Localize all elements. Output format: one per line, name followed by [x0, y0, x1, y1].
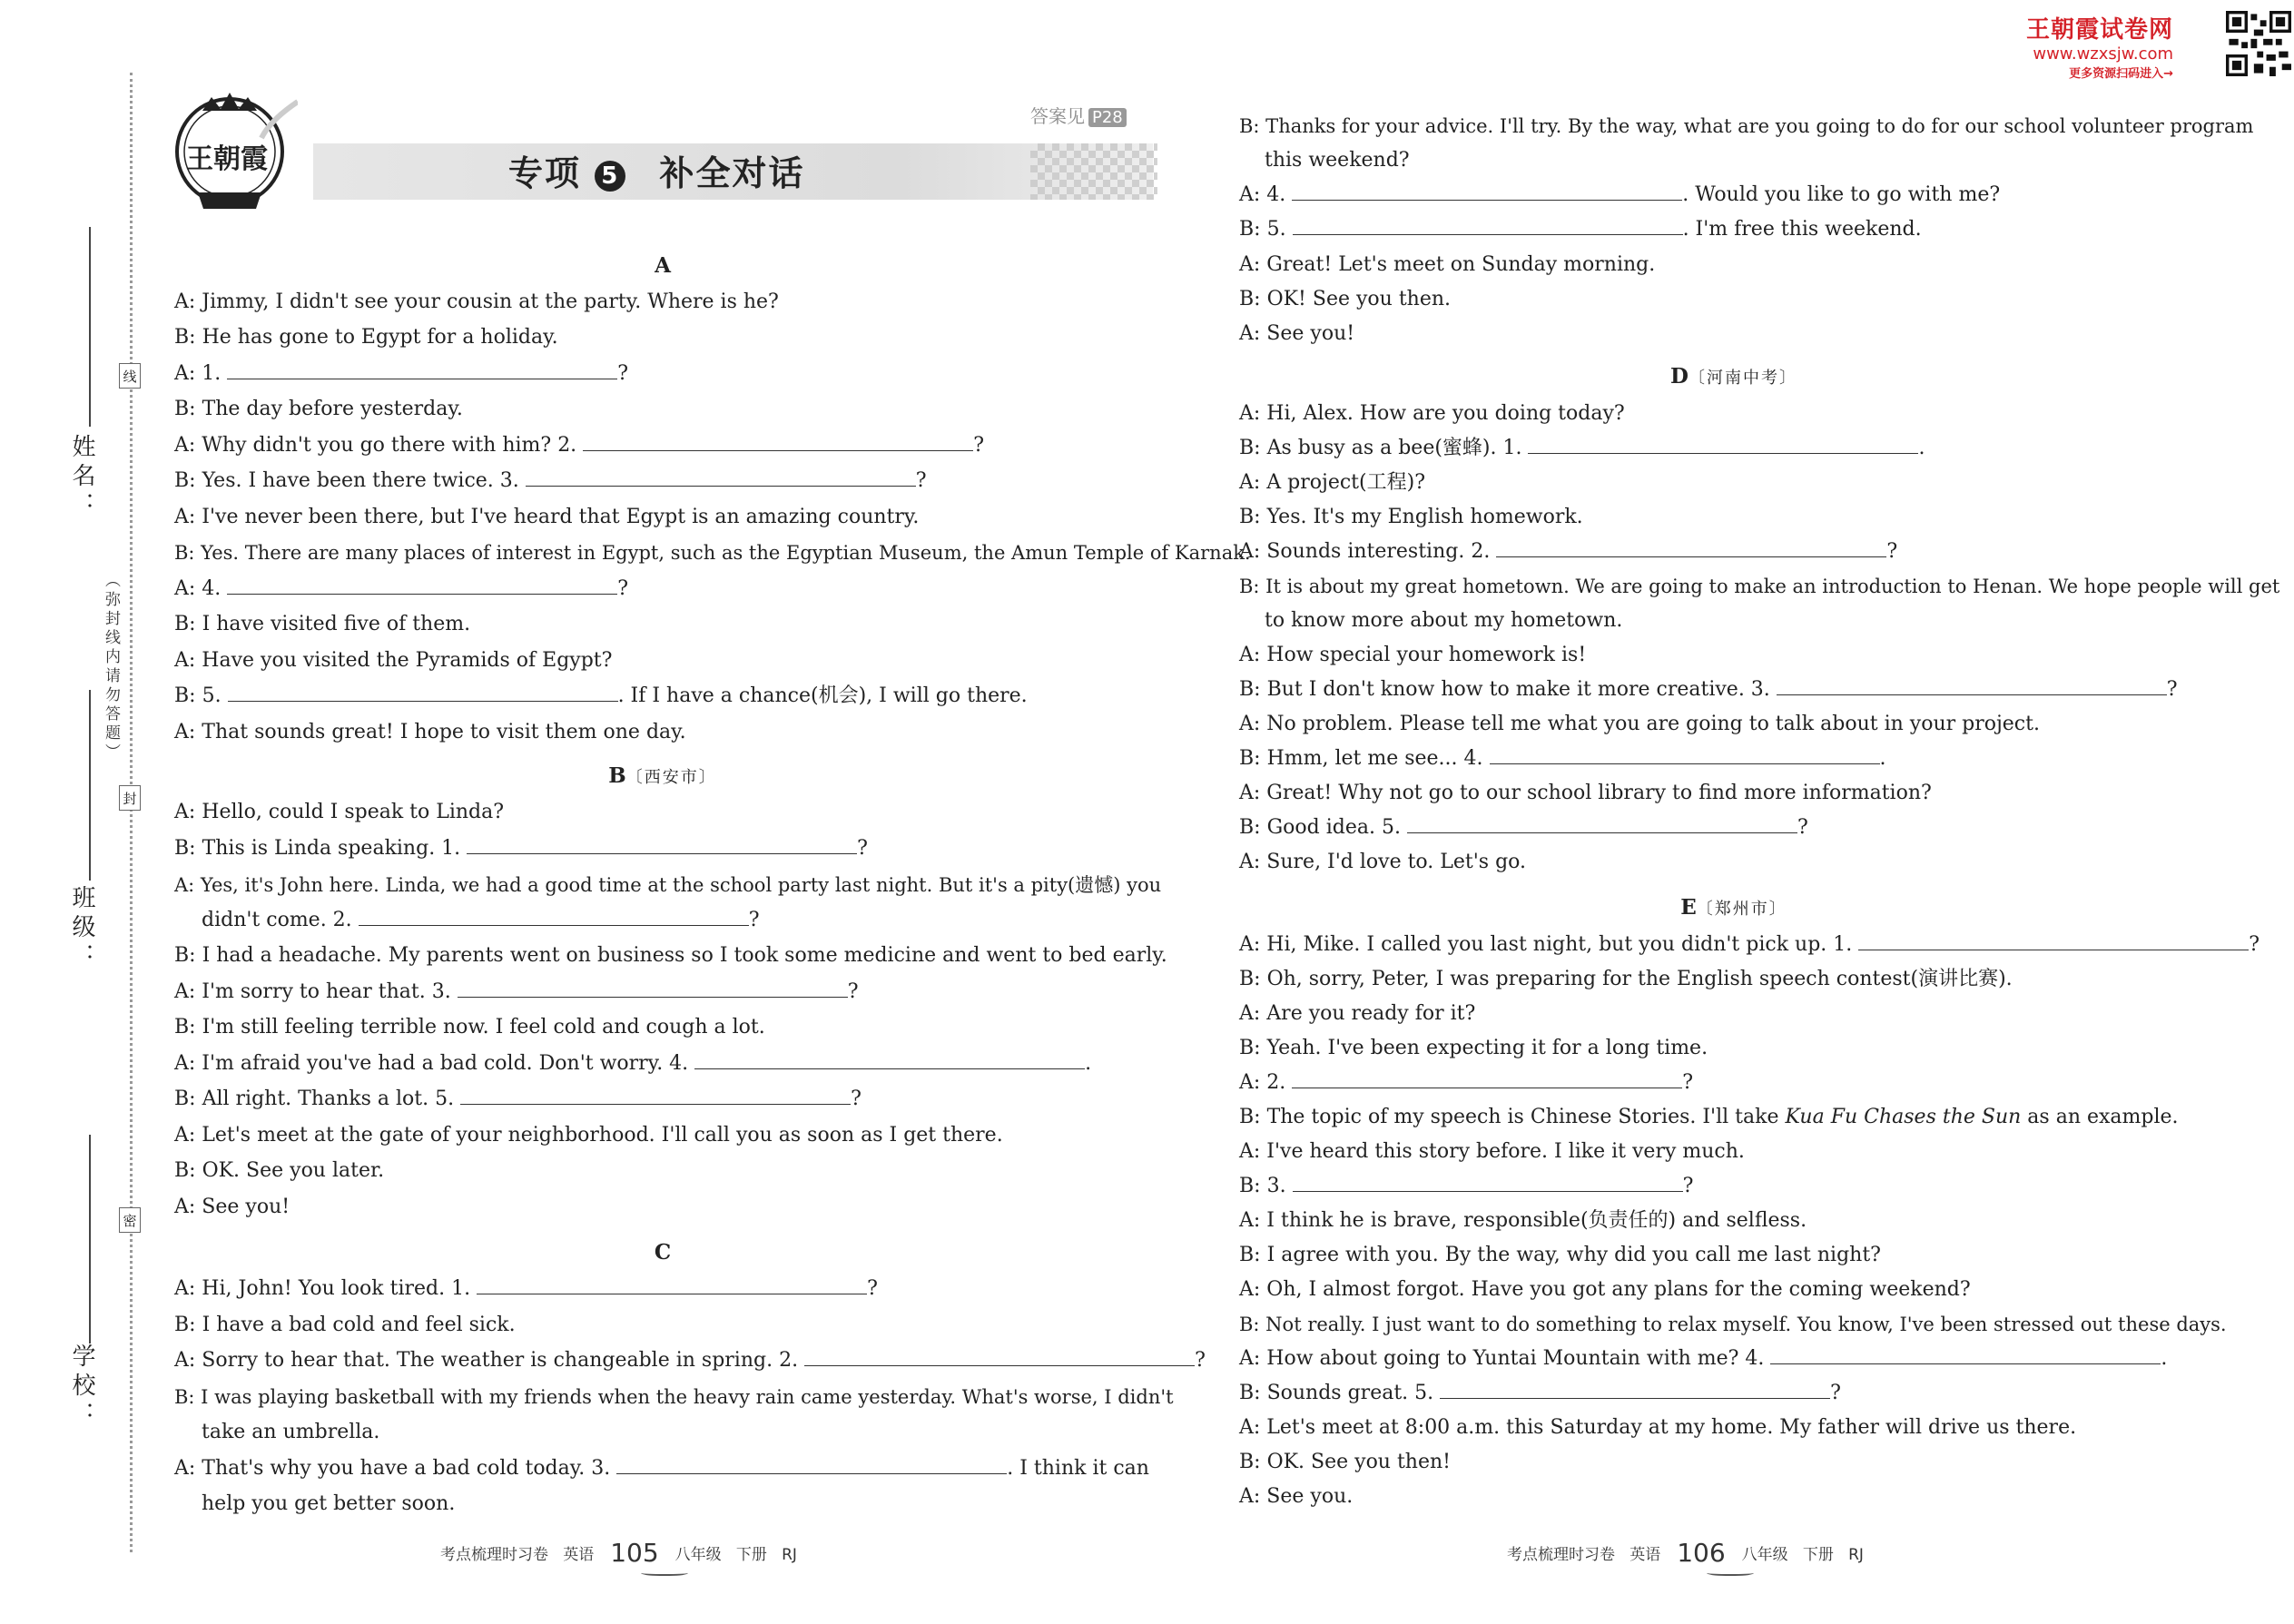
dialogue-line: A: 4. . Would you like to go with me? — [1239, 183, 2001, 206]
dialogue-line: A: I'm sorry to hear that. 3. ? — [174, 980, 859, 1003]
name-label: 姓名： — [68, 434, 95, 521]
page-number-wave — [641, 1569, 688, 1576]
dialogue-line: B: The topic of my speech is Chinese Stories. I'll take Kua Fu Chases the Sun as an example. — [1239, 1106, 2179, 1128]
answer-blank[interactable] — [804, 1347, 1195, 1366]
dialogue-line: B: OK! See you then. — [1239, 288, 1452, 310]
answer-page-badge: P28 — [1088, 108, 1127, 127]
dialogue-line: help you get better soon. — [202, 1492, 456, 1515]
dialogue-line: B: I was playing basketball with my friends when the heavy rain came yesterday. What's worse, I didn't — [174, 1386, 1174, 1408]
dialogue-line: A: See you. — [1239, 1485, 1354, 1508]
dialogue-line: A: 4. ? — [174, 577, 629, 600]
dialogue-line: A: Are you ready for it? — [1239, 1002, 1476, 1025]
dialogue-line: A: Sure, I'd love to. Let's go. — [1239, 851, 1527, 873]
answer-blank[interactable] — [359, 907, 749, 926]
page-number: 106 — [1677, 1538, 1726, 1568]
answer-blank[interactable] — [1528, 435, 1918, 454]
dialogue-line: A: No problem. Please tell me what you are going to talk about in your project. — [1239, 713, 2040, 735]
qr-code-icon[interactable] — [2226, 11, 2291, 76]
dialogue-line: A: Great! Why not go to our school library to find more information? — [1239, 782, 1932, 804]
answer-blank[interactable] — [1490, 745, 1880, 764]
school-underline — [89, 1135, 91, 1343]
answer-blank[interactable] — [1777, 676, 2167, 695]
dialogue-line: this weekend? — [1265, 149, 1410, 172]
answer-ref-label: 答案见 — [1030, 105, 1085, 127]
dialogue-line: B: But I don't know how to make it more creative. 3. ? — [1239, 678, 2178, 701]
brand-sub: 更多资源扫码进入→ — [2069, 67, 2174, 81]
dialogue-line: A: I'm afraid you've had a bad cold. Don't worry. 4. . — [174, 1052, 1092, 1075]
answer-blank[interactable] — [1293, 1173, 1683, 1192]
title-subtitle: 补全对话 — [659, 153, 805, 193]
dialogue-line: A: Hi, Mike. I called you last night, but you didn't pick up. 1. ? — [1239, 933, 2260, 956]
dialogue-line: B: 5. . If I have a chance(机会), I will go there. — [174, 684, 1028, 707]
dialogue-line: B: As busy as a bee(蜜蜂). 1. . — [1239, 437, 1925, 459]
dialogue-line: A: 1. ? — [174, 362, 629, 385]
class-underline — [89, 690, 91, 881]
footer-right: 考点梳理时习卷 英语 106 八年级 下册 RJ — [1507, 1538, 1864, 1568]
dialogue-line: A: I've heard this story before. I like it very much. — [1239, 1140, 1745, 1163]
dialogue-line: B: All right. Thanks a lot. 5. ? — [174, 1088, 861, 1110]
section-a-title: A — [655, 253, 671, 278]
dialogue-line: didn't come. 2. ? — [202, 909, 760, 931]
section-c-title: C — [654, 1240, 672, 1265]
answer-blank[interactable] — [1440, 1380, 1830, 1399]
dialogue-line: B: Sounds great. 5. ? — [1239, 1382, 1841, 1404]
page-number-wave — [1707, 1569, 1754, 1576]
section-b-title: B〔西安市〕 — [608, 763, 717, 788]
dialogue-line: A: Let's meet at the gate of your neighborhood. I'll call you as soon as I get there. — [174, 1124, 1003, 1147]
dialogue-line: A: See you! — [1239, 322, 1355, 345]
school-label: 学校： — [68, 1343, 95, 1431]
dialogue-line: B: 5. . I'm free this weekend. — [1239, 218, 1922, 241]
class-label: 班级： — [68, 885, 95, 972]
seal-box-seal: 封 — [119, 785, 141, 811]
dialogue-line: A: I think he is brave, responsible(负责任的) and selfless. — [1239, 1209, 1807, 1232]
dialogue-line: to know more about my hometown. — [1265, 609, 1623, 632]
dialogue-line: A: See you! — [174, 1196, 290, 1218]
footer-left: 考点梳理时习卷 英语 105 八年级 下册 RJ — [440, 1538, 797, 1568]
dialogue-line: A: Oh, I almost forgot. Have you got any plans for the coming weekend? — [1239, 1278, 1971, 1301]
answer-blank[interactable] — [1292, 1069, 1682, 1088]
title-prefix: 专项 — [508, 153, 582, 193]
dialogue-line: B: Not really. I just want to do something to relax myself. You know, I've been stressed out these days. — [1239, 1314, 2227, 1335]
dialogue-line: A: How about going to Yuntai Mountain with me? 4. . — [1239, 1347, 2168, 1370]
dialogue-line: B: Yeah. I've been expecting it for a long time. — [1239, 1037, 1708, 1059]
dialogue-line: B: Thanks for your advice. I'll try. By the way, what are you going to do for our school volunteer program — [1239, 115, 2254, 137]
dialogue-line: B: 3. ? — [1239, 1175, 1694, 1197]
dialogue-line: B: This is Linda speaking. 1. ? — [174, 837, 868, 860]
answer-blank[interactable] — [616, 1455, 1007, 1474]
dialogue-line: A: Jimmy, I didn't see your cousin at the party. Where is he? — [174, 290, 779, 313]
page-title — [508, 145, 805, 195]
seal-box-line: 线 — [119, 363, 141, 389]
dialogue-line: A: Sorry to hear that. The weather is changeable in spring. 2. ? — [174, 1349, 1206, 1372]
dialogue-line: A: Yes, it's John here. Linda, we had a good time at the school party last night. But it's a pity(遗憾) you — [174, 874, 1162, 896]
dialogue-line: A: Sounds interesting. 2. ? — [1239, 540, 1898, 563]
dialogue-line: B: Good idea. 5. ? — [1239, 816, 1808, 839]
brand-block — [2026, 11, 2173, 81]
dialogue-line: A: Why didn't you go there with him? 2. ? — [174, 434, 984, 457]
dialogue-line: B: OK. See you later. — [174, 1159, 385, 1182]
answer-blank[interactable] — [1496, 538, 1886, 557]
dialogue-line: B: Hmm, let me see... 4. . — [1239, 747, 1886, 770]
dialogue-line: B: He has gone to Egypt for a holiday. — [174, 326, 558, 349]
dialogue-line: A: Hi, John! You look tired. 1. ? — [174, 1277, 878, 1300]
answer-blank[interactable] — [1292, 182, 1682, 201]
answer-blank[interactable] — [227, 360, 617, 379]
title-number-badge: 5 — [595, 161, 625, 192]
seal-note: （弥封线内请勿答题） — [102, 572, 120, 763]
dialogue-line: B: Yes. There are many places of interest in Egypt, such as the Egyptian Museum, the Amun Temple of Karnak. — [174, 542, 1251, 564]
dialogue-line: A: A project(工程)? — [1239, 471, 1425, 494]
section-d-title: D〔河南中考〕 — [1670, 364, 1797, 389]
dialogue-line: A: Have you visited the Pyramids of Egypt? — [174, 649, 613, 672]
dialogue-line: B: OK. See you then! — [1239, 1451, 1452, 1473]
dialogue-line: A: I've never been there, but I've heard that Egypt is an amazing country. — [174, 506, 920, 528]
answer-blank[interactable] — [583, 432, 973, 451]
banner-checker-pattern — [1030, 143, 1157, 200]
dialogue-line: A: 2. ? — [1239, 1071, 1694, 1094]
dialogue-line: B: Yes. It's my English homework. — [1239, 506, 1583, 528]
page-number: 105 — [610, 1538, 659, 1568]
answer-blank[interactable] — [1407, 814, 1797, 833]
dialogue-line: A: How special your homework is! — [1239, 644, 1587, 666]
dialogue-line: A: Hi, Alex. How are you doing today? — [1239, 402, 1625, 425]
brand-name: 王朝霞试卷网 — [2026, 16, 2174, 44]
binding-dotted-line — [130, 73, 133, 1552]
dialogue-line: take an umbrella. — [202, 1421, 380, 1443]
answer-blank[interactable] — [228, 683, 618, 702]
name-underline — [89, 227, 91, 427]
dialogue-line: B: I have visited five of them. — [174, 613, 471, 635]
dialogue-line: B: I agree with you. By the way, why did you call me last night? — [1239, 1244, 1881, 1266]
answer-blank[interactable] — [460, 1086, 851, 1105]
logo-text: 王朝霞 — [186, 143, 268, 175]
answer-blank[interactable] — [458, 979, 848, 998]
dialogue-line: B: Yes. I have been there twice. 3. ? — [174, 469, 927, 492]
dialogue-line: B: I have a bad cold and feel sick. — [174, 1314, 516, 1336]
answer-blank[interactable] — [1770, 1345, 2161, 1364]
answer-blank[interactable] — [477, 1275, 867, 1294]
dialogue-line: B: I had a headache. My parents went on business so I took some medicine and went to bed early. — [174, 944, 1167, 967]
dialogue-line: B: It is about my great hometown. We are going to make an introduction to Henan. We hope people will get — [1239, 576, 2280, 597]
dialogue-line: B: Oh, sorry, Peter, I was preparing for the English speech contest(演讲比赛). — [1239, 968, 2013, 990]
answer-blank[interactable] — [1858, 931, 2249, 950]
dialogue-line: A: Great! Let's meet on Sunday morning. — [1239, 253, 1656, 276]
dialogue-line: A: Hello, could I speak to Linda? — [174, 801, 505, 823]
answer-blank[interactable] — [526, 468, 916, 487]
seal-box-secret: 密 — [119, 1207, 141, 1233]
answer-blank[interactable] — [467, 835, 857, 854]
dialogue-line: B: The day before yesterday. — [174, 398, 463, 420]
answer-blank[interactable] — [694, 1050, 1085, 1069]
answer-reference — [1030, 102, 1127, 128]
dialogue-line: A: That sounds great! I hope to visit them one day. — [174, 721, 686, 743]
answer-blank[interactable] — [227, 576, 617, 595]
dialogue-line: A: That's why you have a bad cold today. 3. . I think it can — [174, 1457, 1149, 1480]
dialogue-line: B: I'm still feeling terrible now. I feel cold and cough a lot. — [174, 1016, 765, 1038]
answer-blank[interactable] — [1293, 216, 1683, 235]
section-e-title: E〔郑州市〕 — [1680, 895, 1787, 920]
brand-url[interactable]: www.wzxsjw.com — [2033, 44, 2174, 64]
dialogue-line: A: Let's meet at 8:00 a.m. this Saturday at my home. My father will drive us there. — [1239, 1416, 2077, 1439]
